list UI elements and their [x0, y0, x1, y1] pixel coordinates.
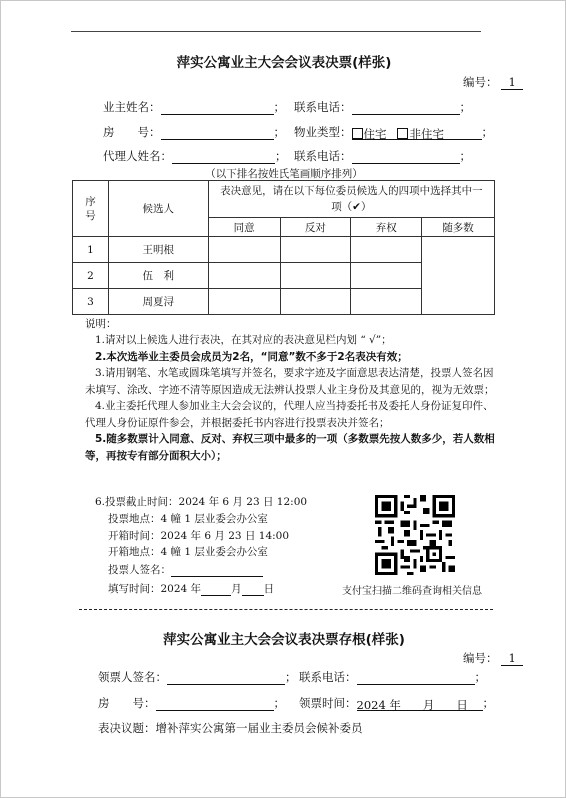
- receiver-sign-field[interactable]: [167, 671, 285, 685]
- separator: ；: [273, 100, 285, 114]
- residential-checkbox[interactable]: [352, 128, 363, 139]
- nonresidential-checkbox[interactable]: [397, 128, 408, 139]
- day-label: 日: [263, 583, 275, 595]
- majority-cell[interactable]: [422, 237, 495, 315]
- stub-phone-label: 联系电话：: [299, 670, 357, 684]
- notes-heading: 说明：: [85, 318, 117, 330]
- serial-number: [463, 74, 523, 90]
- receive-time-label: 领票时间：: [299, 696, 357, 710]
- against-cell[interactable]: [280, 289, 351, 315]
- owner-name-label: 业主姓名：: [103, 100, 161, 114]
- owner-name-field[interactable]: [161, 101, 274, 115]
- property-type-row: [294, 124, 493, 140]
- voting-table: [72, 180, 495, 315]
- against-cell[interactable]: [280, 263, 351, 289]
- contact-phone-row: [294, 99, 471, 115]
- fill-time-label: 填写时间：2024 年: [108, 583, 202, 595]
- note-4: 4.业主委托代理人参加业主大会会议的，代理人应当持委托书及委托人身份证复印件、代理人身份证原件参会，并根据委托书内容进行投票表决并签名；: [85, 400, 494, 429]
- separator: ；: [275, 149, 287, 163]
- stub-title: 萍实公寓业主大会会议表决票存根(样张): [163, 632, 405, 648]
- property-type-label: 物业类型：: [294, 125, 352, 139]
- receive-time-row: [299, 695, 494, 711]
- separator: ；: [482, 696, 494, 710]
- property-type-options: [352, 126, 482, 140]
- receiver-sign-row: [98, 669, 297, 685]
- contact-phone-label: 联系电话：: [294, 100, 352, 114]
- row-no: 1: [73, 237, 109, 263]
- month-label: 月: [231, 583, 242, 595]
- header-candidate: 候选人: [108, 181, 208, 237]
- separator: ；: [273, 125, 285, 139]
- stub-phone-row: [299, 669, 486, 685]
- abstain-cell[interactable]: [351, 237, 422, 263]
- agree-cell[interactable]: [208, 237, 280, 263]
- stub-room-field[interactable]: [156, 697, 274, 711]
- stub-phone-field[interactable]: [357, 671, 475, 685]
- notes-block: [85, 332, 497, 464]
- agent-name-field[interactable]: [172, 150, 275, 164]
- residential-label: 住宅: [363, 127, 387, 141]
- note-2: 2.本次选举业主委员会成员为2名，“同意”数不多于2名表决有效；: [95, 350, 408, 363]
- serial-value: 1: [501, 75, 523, 90]
- stub-room-label: 房 号：: [98, 696, 156, 710]
- fill-day-field[interactable]: [242, 582, 264, 596]
- serial-label: 编号：: [463, 75, 498, 89]
- qr-code-icon: [375, 495, 455, 575]
- header-against: 反对: [280, 218, 351, 237]
- vote-place: 投票地点：4 幢 1 层业委会办公室: [108, 513, 268, 525]
- ballot-title: 萍实公寓业主大会会议表决票(样张): [176, 55, 392, 71]
- candidate-name: 王明根: [108, 237, 208, 263]
- header-majority: 随多数: [422, 218, 495, 237]
- room-row: [103, 124, 285, 140]
- owner-name-row: [103, 99, 285, 115]
- separator: ；: [459, 100, 471, 114]
- stub-serial-value: 1: [501, 651, 523, 666]
- voter-sign-field[interactable]: [171, 563, 263, 577]
- receive-month: 月: [422, 698, 435, 712]
- separator: ；: [285, 670, 297, 684]
- agree-cell[interactable]: [208, 263, 280, 289]
- header-abstain: 弃权: [351, 218, 422, 237]
- separator: ；: [273, 696, 285, 710]
- separator: ；: [474, 670, 486, 684]
- header-agree: 同意: [208, 218, 280, 237]
- note-1: 1.请对以上候选人进行表决，在其对应的表决意见栏内划 “ √”；: [95, 334, 392, 346]
- candidate-name: 周夏浔: [108, 289, 208, 315]
- receive-day: 日: [456, 698, 468, 712]
- candidate-name: 伍 利: [108, 263, 208, 289]
- contact-phone-field[interactable]: [352, 101, 460, 115]
- separator: ；: [459, 149, 471, 163]
- room-field[interactable]: [161, 126, 274, 140]
- header-no: 序号: [73, 181, 109, 237]
- tear-line: [79, 609, 493, 610]
- stub-room-row: [98, 695, 285, 711]
- header-opinion: 表决意见，请在以下每位委员候选人的四项中选择其中一项（✔）: [208, 181, 494, 218]
- agent-phone-row: [294, 148, 471, 164]
- fill-month-field[interactable]: [201, 582, 231, 596]
- agent-name-row: [103, 148, 287, 164]
- nonresidential-label: 非住宅: [409, 127, 444, 141]
- stub-serial-label: 编号：: [463, 651, 498, 665]
- separator: ；: [481, 125, 493, 139]
- abstain-cell[interactable]: [351, 289, 422, 315]
- sort-note: （以下排名按姓氏笔画顺序排列）: [205, 168, 363, 180]
- vote-topic: 表决议题：增补萍实公寓第一届业主委员会候补委员: [98, 721, 363, 735]
- row-no: 3: [73, 289, 109, 315]
- note-6: 6.投票截止时间：2024 年 6 月 23 日 12:00: [95, 496, 308, 508]
- open-time: 开箱时间：2024 年 6 月 23 日 14:00: [108, 530, 290, 542]
- receive-year: 2024 年: [356, 698, 401, 712]
- receiver-sign-label: 领票人签名：: [98, 670, 167, 684]
- agent-name-label: 代理人姓名：: [103, 149, 172, 163]
- fill-time-row: [108, 581, 274, 596]
- agent-phone-field[interactable]: [352, 150, 460, 164]
- agent-phone-label: 联系电话：: [294, 149, 352, 163]
- table-row: [73, 237, 495, 263]
- receive-time-field[interactable]: [357, 697, 483, 711]
- voter-sign-row: [108, 562, 263, 577]
- abstain-cell[interactable]: [351, 263, 422, 289]
- room-label: 房 号：: [103, 125, 161, 139]
- against-cell[interactable]: [280, 237, 351, 263]
- qr-caption: 支付宝扫描二维码查询相关信息: [342, 586, 482, 597]
- row-no: 2: [73, 263, 109, 289]
- note-5: 5.随多数票计入同意、反对、弃权三项中最多的一项（多数票先按人数多少，若人数相等，再按专有部分面积大小）；: [85, 433, 495, 462]
- note-3: 3.请用钢笔、水笔或圆珠笔填写并签名，要求字迹及字面意思表达清楚，投票人签名因未填写、涂改、字迹不清等原因造成无法辨认投票人业主身份及其意见的，视为无效票；: [85, 367, 495, 396]
- voter-sign-label: 投票人签名：: [108, 564, 171, 576]
- top-rule: [71, 31, 481, 32]
- agree-cell[interactable]: [208, 289, 280, 315]
- open-place: 开箱地点：4 幢 1 层业委会办公室: [108, 546, 268, 558]
- stub-serial-number: [463, 650, 523, 666]
